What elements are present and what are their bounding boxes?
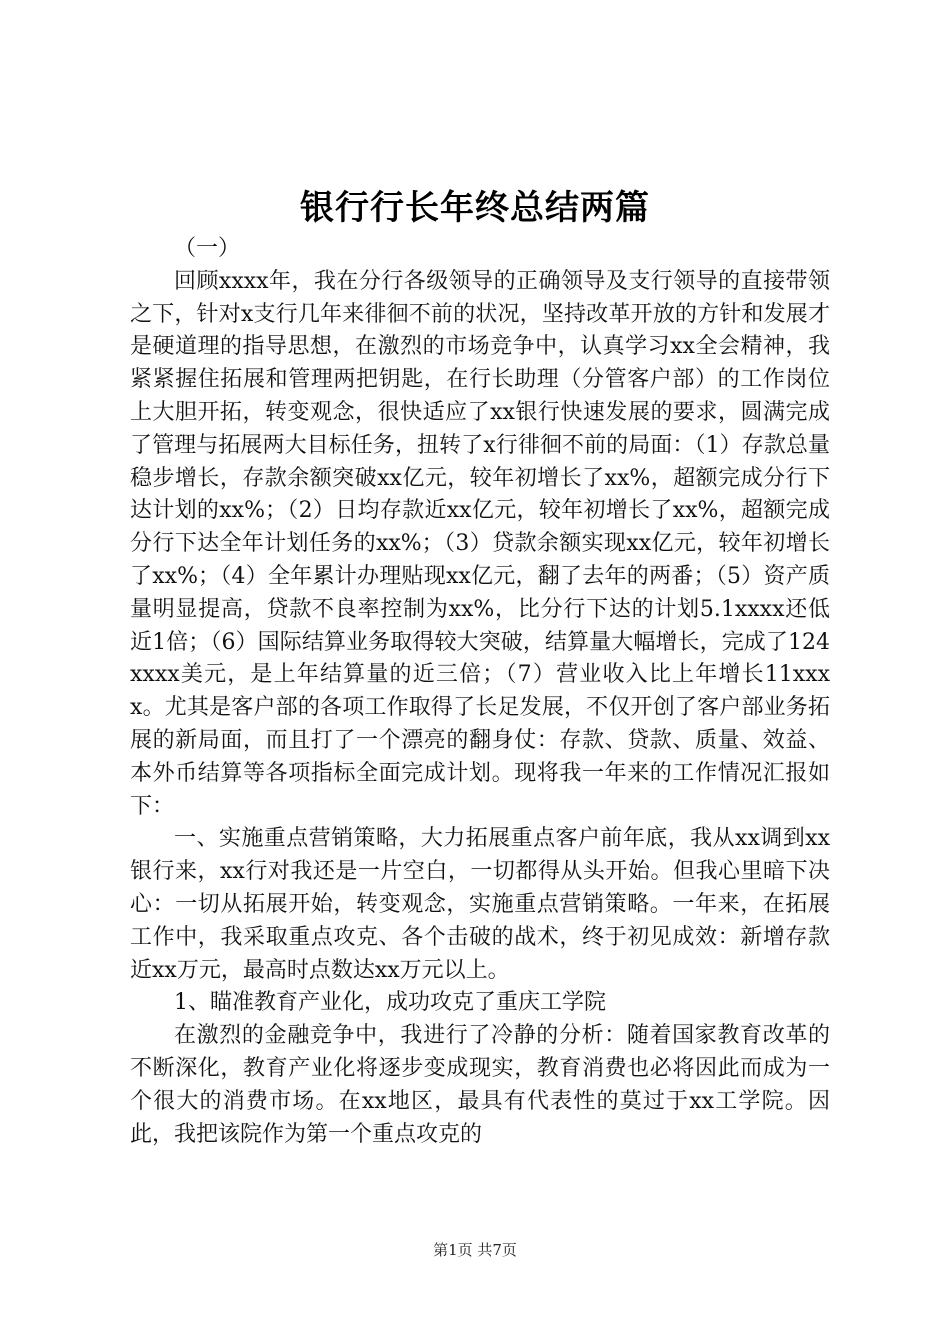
document-body <box>130 233 830 1151</box>
section-marker: （一） <box>174 236 241 261</box>
body-paragraph: 一、实施重点营销策略，大力拓展重点客户前年底，我从xx调到xx银行来，xx行对我还是一片空白，一切都得从头开始。但我心里暗下决心：一切从拓展开始，转变观念，实施重点营销策略。一年来，在拓展工作中，我采取重点攻克、各个击破的战术，终于初见成效：新增存款近xx万元，最高时点数达xx万元以上。 <box>130 826 830 983</box>
page-number-footer: 第1页 共7页 <box>433 1241 517 1259</box>
body-paragraph: 回顾xxxx年，我在分行各级领导的正确领导及支行领导的直接带领之下，针对x支行几年来徘徊不前的状况，坚持改革开放的方针和发展才是硬道理的指导思想，在激烈的市场竞争中，认真学习xx全会精神，我紧紧握住拓展和管理两把钥匙，在行长助理（分管客户部）的工作岗位上大胆开拓，转变观念，很快适应了xx银行快速发展的要求，圆满完成了管理与拓展两大目标任务，扭转了x行徘徊不前的局面：（1）存款总量稳步增长，存款余额突破xx亿元，较年初增长了xx%，超额完成分行下达计划的xx%；（2）日均存款近xx亿元，较年初增长了xx%，超额完成分行下达全年计划任务的xx%；（3）贷款余额实现xx亿元，较年初增长了xx%；（4）全年累计办理贴现xx亿元，翻了去年的两番；（5）资产质量明显提高，贷款不良率控制为xx%，比分行下达的计划5.1xxxx还低近1倍；（6）国际结算业务取得较大突破，结算量大幅增长，完成了124xxxx美元，是上年结算量的近三倍；（7）营业收入比上年增长11xxxx。尤其是客户部的各项工作取得了长足发展，不仅开创了客户部业务拓展的新局面，而且打了一个漂亮的翻身仗：存款、贷款、质量、效益、本外币结算等各项指标全面完成计划。现将我一年来的工作情况汇报如下： <box>130 268 830 819</box>
subheading-paragraph: 1、瞄准教育产业化，成功攻克了重庆工学院 <box>174 990 606 1016</box>
document-title: 银行行长年终总结两篇 <box>300 188 650 228</box>
body-paragraph: 在激烈的金融竞争中，我进行了冷静的分析：随着国家教育改革的不断深化，教育产业化将逐步变成现实，教育消费也必将因此而成为一个很大的消费市场。在xx地区，最具有代表性的莫过于xx工学院。因此，我把该院作为第一个重点攻克的 <box>130 1023 830 1147</box>
